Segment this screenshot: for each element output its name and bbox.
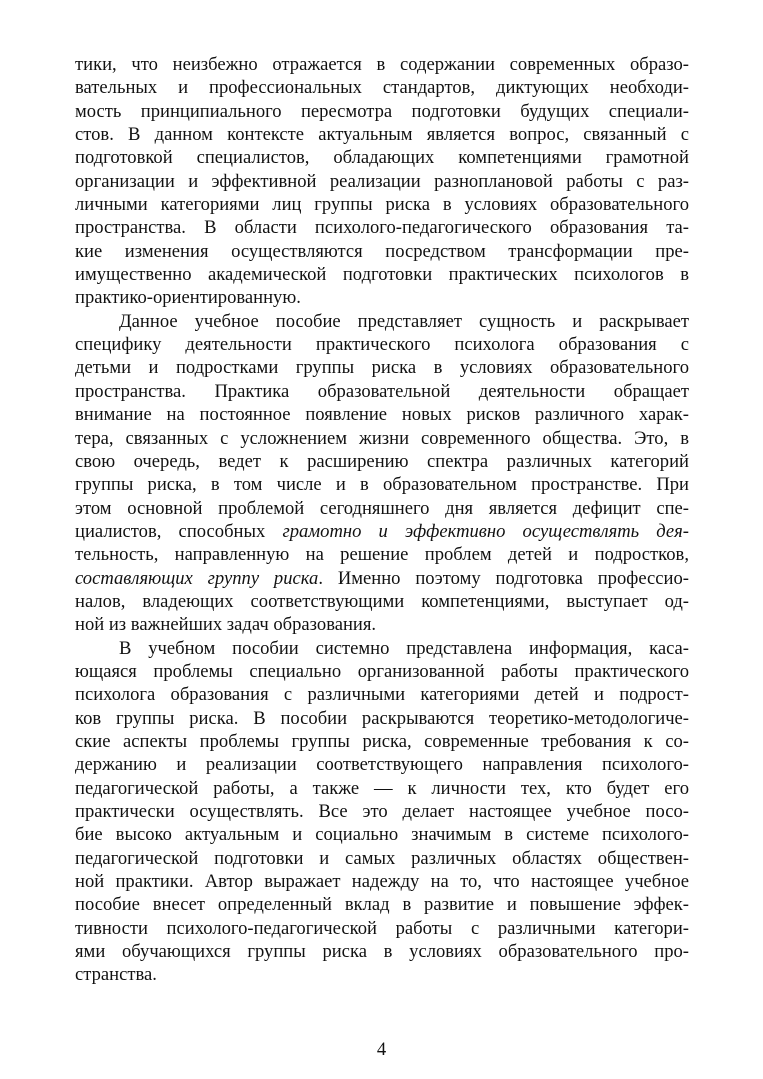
- paragraph-2-line-6: тера, связанных с усложнением жизни современного общества. Это, в: [75, 427, 689, 449]
- paragraph-2-line-2: специфику деятельности практического психолога образования с: [75, 334, 689, 356]
- paragraph-2-line-10-regular: циалистов, способных: [75, 520, 283, 542]
- paragraph-3-line-13: тивности психолого-педагогической работы с различными категори-: [75, 917, 689, 939]
- paragraph-2-line-1: Данное учебное пособие представляет сущность и раскрывает: [119, 310, 689, 332]
- paragraph-3-line-10: педагогической подготовки и самых различных областях обществен-: [75, 847, 689, 869]
- paragraph-2-line-13: налов, владеющих соответствующими компетенциями, выступает од-: [75, 590, 689, 612]
- paragraph-3-line-6: держанию и реализации соответствующего направления психолого-: [75, 754, 689, 776]
- paragraph-1-line-10: имущественно академической подготовки практических психологов в: [75, 264, 689, 286]
- paragraph-2-line-4: пространства. Практика образовательной деятельности обращает: [75, 380, 689, 402]
- paragraph-2-line-3: детьми и подростками группы риска в условиях образовательного: [75, 357, 689, 379]
- paragraph-3-line-3: психолога образования с различными категориями детей и подрост-: [75, 684, 689, 706]
- paragraph-1-line-8: пространства. В области психолого-педагогического образования та-: [75, 217, 689, 239]
- paragraph-1-line-2: вательных и профессиональных стандартов, диктующих необходи-: [75, 77, 689, 99]
- paragraph-2-line-12-regular: . Именно поэтому подготовка профессио-: [318, 567, 689, 589]
- paragraph-3-line-8: практически осуществлять. Все это делает настоящее учебное посо-: [75, 801, 689, 822]
- paragraph-3-line-4: ков группы риска. В пособии раскрываются теоретико-методологиче-: [75, 707, 689, 729]
- paragraph-2-line-5: внимание на постоянное появление новых рисков различного харак-: [75, 404, 689, 426]
- paragraph-3-line-12: пособие внесет определенный вклад в развитие и повышение эффек-: [75, 894, 689, 916]
- paragraph-2-line-12-italic: составляющих группу риска: [75, 567, 319, 589]
- paragraph-3-line-5: ские аспекты проблемы группы риска, современные требования к со-: [75, 730, 689, 752]
- paragraph-1-line-3: мость принципиального пересмотра подготовки будущих специали-: [75, 100, 689, 122]
- paragraph-1-line-6: организации и эффективной реализации разноплановой работы с раз-: [75, 170, 689, 192]
- paragraph-1-line-11: практико-ориентированную.: [75, 287, 301, 309]
- paragraph-3-line-11: ной практики. Автор выражает надежду на то, что настоящее учебное: [75, 871, 689, 893]
- paragraph-2-line-7: свою очередь, ведет к расширению спектра различных категорий: [75, 450, 689, 472]
- paragraph-2-line-9: этом основной проблемой сегодняшнего дня является дефицит спе-: [75, 497, 689, 519]
- paragraph-1-line-9: кие изменения осуществляются посредством трансформации пре-: [75, 240, 689, 262]
- paragraph-1-line-7: личными категориями лиц группы риска в условиях образовательного: [75, 194, 689, 216]
- paragraph-3-line-1: В учебном пособии системно представлена информация, каса-: [119, 637, 689, 659]
- paragraph-3-line-9: бие высоко актуальным и социально значимым в системе психолого-: [75, 824, 689, 846]
- paragraph-2-line-12: [75, 567, 689, 590]
- paragraph-1-line-5: подготовкой специалистов, обладающих компетенциями грамотной: [75, 147, 689, 169]
- paragraph-3-line-2: ющаяся проблемы специально организованной работы практического: [75, 660, 689, 682]
- paragraph-2-line-10: [75, 520, 689, 543]
- paragraph-2-line-10-italic: грамотно и эффективно осуществлять дея-: [282, 520, 689, 542]
- page-number: 4: [376, 1039, 387, 1060]
- body-text: [75, 53, 689, 987]
- paragraph-2-line-14: ной из важнейших задач образования.: [75, 614, 377, 636]
- paragraph-1-line-1: тики, что неизбежно отражается в содержании современных образо-: [75, 54, 689, 75]
- paragraph-2-line-8: группы риска, в том числе и в образовательном пространстве. При: [75, 474, 689, 496]
- paragraph-3-line-15: странства.: [75, 964, 157, 986]
- paragraph-3-line-7: педагогической работы, а также — к личности тех, кто будет его: [75, 777, 689, 799]
- paragraph-1-line-4: стов. В данном контексте актуальным является вопрос, связанный с: [75, 124, 689, 146]
- paragraph-2-line-11: тельность, направленную на решение проблем детей и подростков,: [75, 544, 689, 566]
- paragraph-3-line-14: ями обучающихся группы риска в условиях образовательного про-: [75, 941, 689, 963]
